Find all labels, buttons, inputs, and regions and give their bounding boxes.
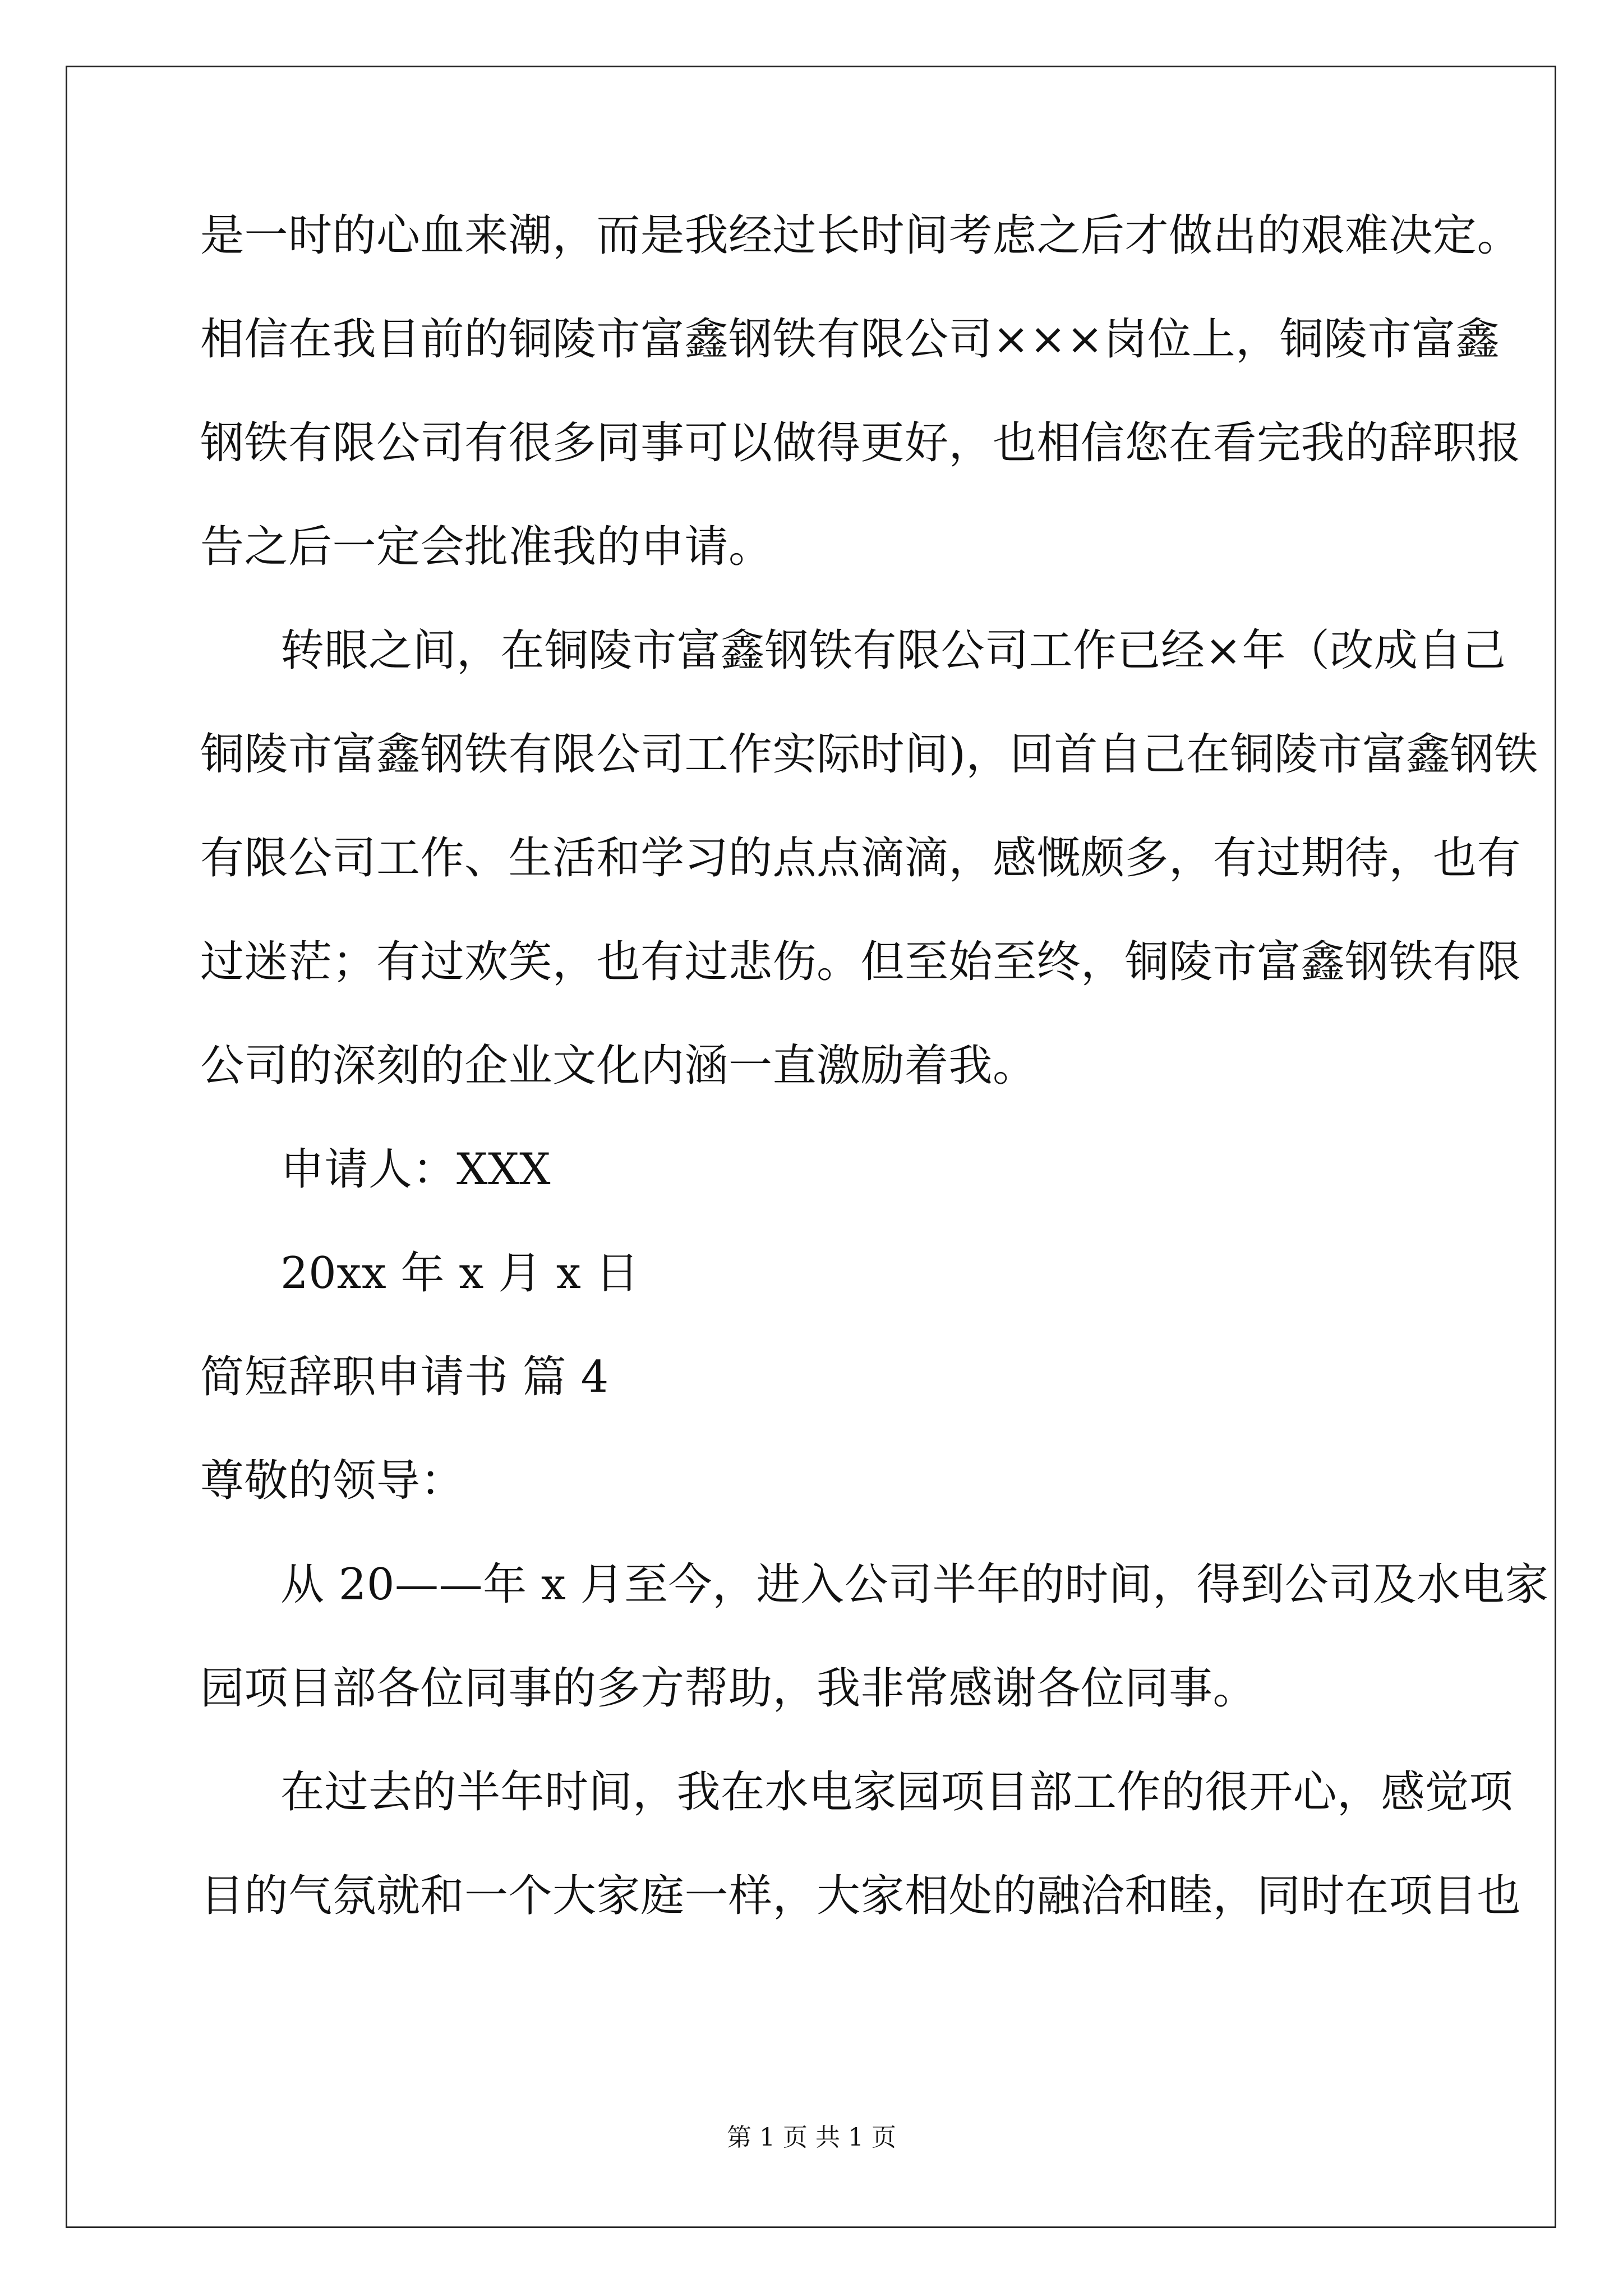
- paragraph-first-line: 转眼之间，在铜陵市富鑫钢铁有限公司工作已经×年（改成自己: [280, 625, 1506, 676]
- applicant-line: 申请人：XXX: [280, 1144, 551, 1195]
- body-line: 钢铁有限公司有很多同事可以做得更好，也相信您在看完我的辞职报: [200, 418, 1521, 468]
- body-line: 告之后一定会批准我的申请。: [200, 522, 773, 572]
- body-line: 铜陵市富鑫钢铁有限公司工作实际时间)，回首自己在铜陵市富鑫钢铁: [200, 729, 1538, 780]
- section-heading: 简短辞职申请书 篇 4: [200, 1352, 609, 1402]
- date-line: 20xx 年 x 月 x 日: [280, 1248, 640, 1299]
- body-line: 公司的深刻的企业文化内涵一直激励着我。: [200, 1041, 1037, 1091]
- body-line: 目的气氛就和一个大家庭一样，大家相处的融洽和睦，同时在项目也: [200, 1871, 1521, 1921]
- paragraph-first-line: 从 20——年 x 月至今，进入公司半年的时间，得到公司及水电家: [280, 1559, 1549, 1610]
- body-line: 园项目部各位同事的多方帮助，我非常感谢各位同事。: [200, 1663, 1257, 1714]
- salutation: 尊敬的领导：: [200, 1456, 465, 1506]
- paragraph-first-line: 在过去的半年时间，我在水电家园项目部工作的很开心，感觉项: [280, 1767, 1514, 1818]
- body-line: 是一时的心血来潮，而是我经过长时间考虑之后才做出的艰难决定。: [200, 210, 1521, 261]
- body-line: 有限公司工作、生活和学习的点点滴滴，感慨颇多，有过期待，也有: [200, 833, 1521, 884]
- body-line: 过迷茫；有过欢笑，也有过悲伤。但至始至终，铜陵市富鑫钢铁有限: [200, 937, 1521, 987]
- body-line: 相信在我目前的铜陵市富鑫钢铁有限公司×××岗位上，铜陵市富鑫: [200, 314, 1500, 365]
- page-footer: 第 1 页 共 1 页: [727, 2123, 896, 2152]
